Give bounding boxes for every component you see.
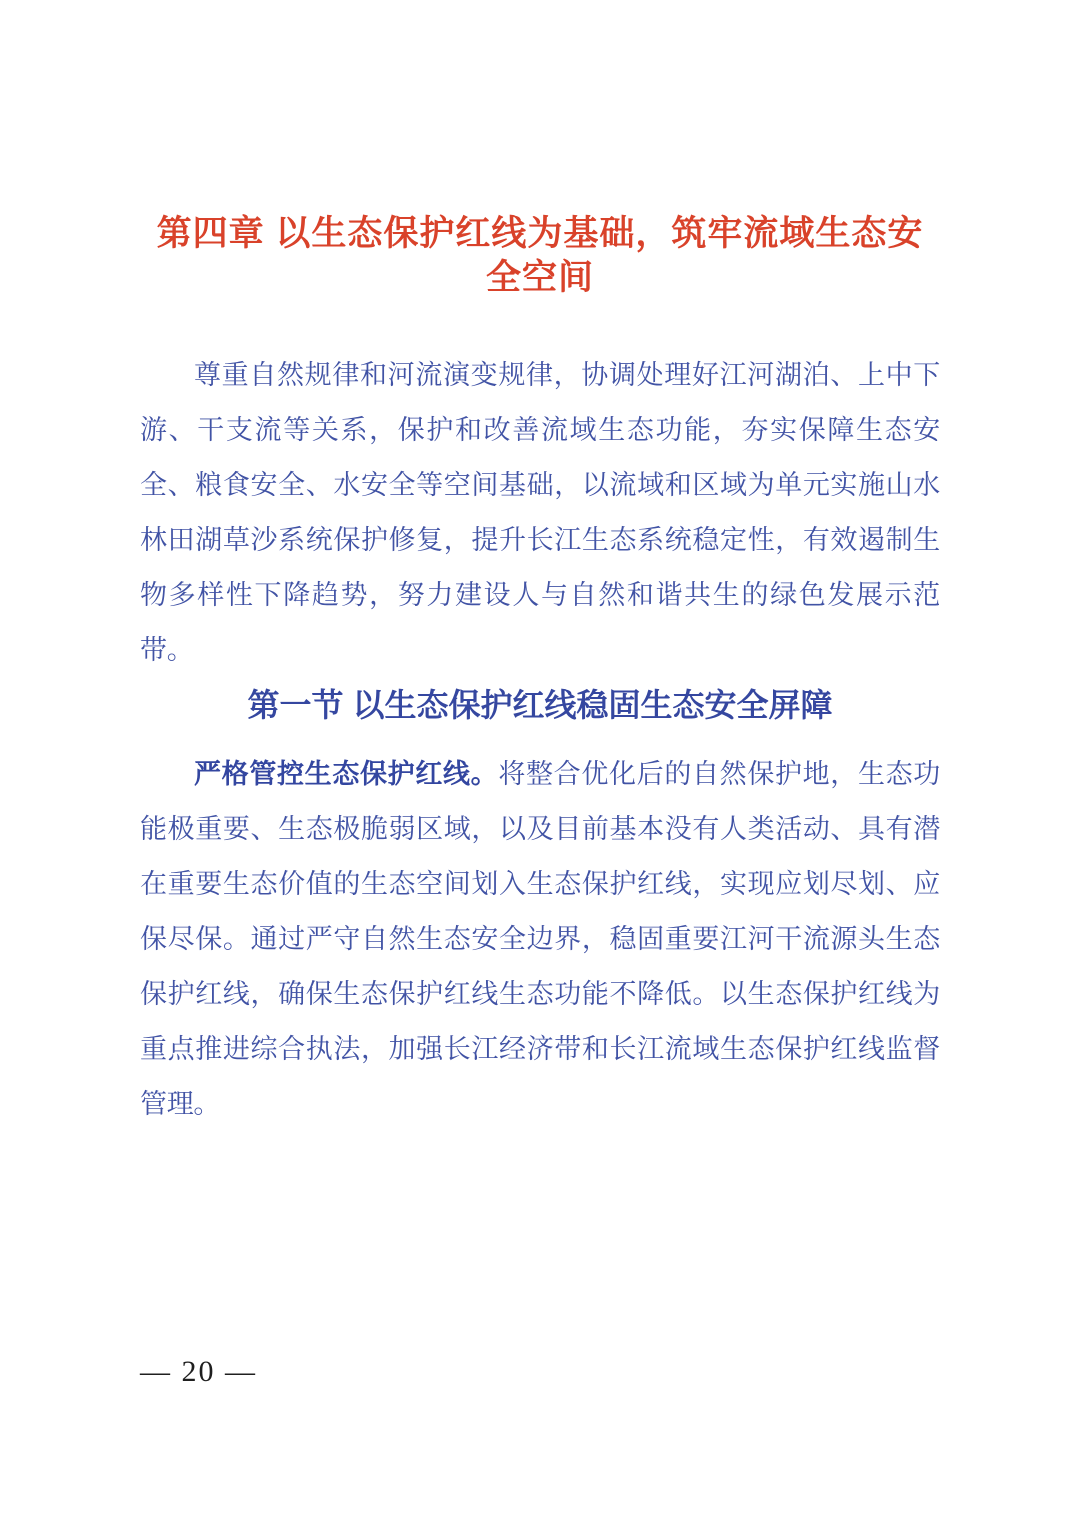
chapter-title: 第四章 以生态保护红线为基础，筑牢流域生态安全空间	[156, 214, 924, 297]
intro-paragraph: 尊重自然规律和河流演变规律，协调处理好江河湖泊、上中下游、干支流等关系，保护和改善流域生态功能，夯实保障生态安全、粮食安全、水安全等空间基础，以流域和区域为单元实施山水林田湖草沙系统保护修复，提升长江生态系统稳定性，有效遏制生物多样性下降趋势，努力建设人与自然和谐共生的绿色发展示范带。	[140, 360, 940, 665]
section-paragraph-lead: 严格管控生态保护红线。	[194, 759, 499, 789]
section-title: 第一节 以生态保护红线稳固生态安全屏障	[247, 687, 833, 723]
section-paragraph-body: 将整合优化后的自然保护地，生态功能极重要、生态极脆弱区域，以及目前基本没有人类活动、具有潜在重要生态价值的生态空间划入生态保护红线，实现应划尽划、应保尽保。通过严守自然生态安全边界，稳固重要江河干流源头生态保护红线，确保生态保护红线生态功能不降低。以生态保护红线为重点推进综合执法，加强长江经济带和长江流域生态保护红线监督管理。	[140, 759, 941, 1119]
page-number: — 20 —	[140, 1355, 257, 1388]
section-paragraph	[140, 747, 940, 1132]
